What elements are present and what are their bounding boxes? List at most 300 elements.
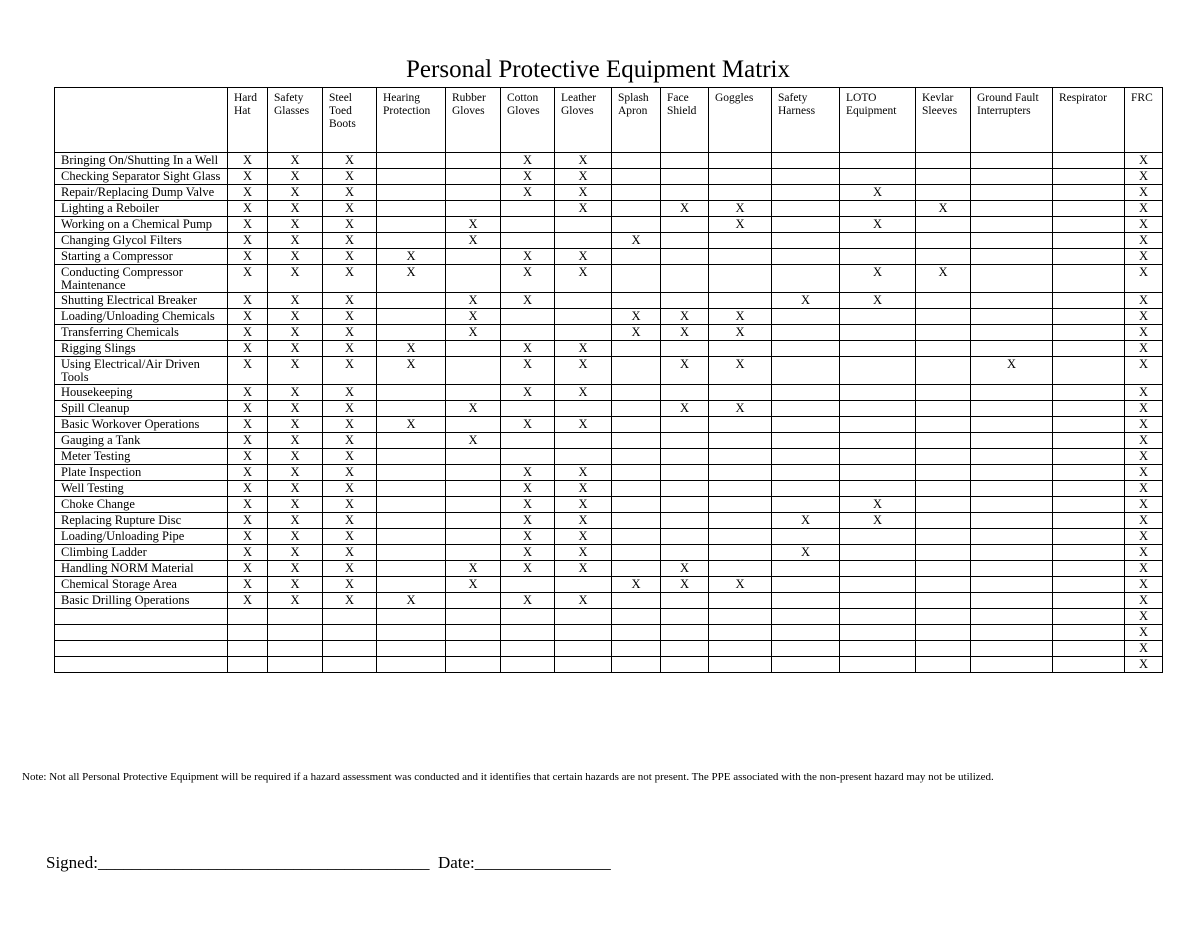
ppe-cell: X bbox=[268, 233, 323, 249]
ppe-cell bbox=[446, 341, 501, 357]
ppe-cell bbox=[661, 481, 709, 497]
ppe-cell bbox=[1053, 481, 1125, 497]
ppe-cell bbox=[377, 169, 446, 185]
ppe-cell: X bbox=[377, 357, 446, 385]
ppe-cell bbox=[840, 561, 916, 577]
ppe-cell: X bbox=[501, 153, 555, 169]
ppe-cell bbox=[446, 201, 501, 217]
ppe-cell bbox=[555, 577, 612, 593]
ppe-cell bbox=[916, 497, 971, 513]
ppe-cell bbox=[772, 577, 840, 593]
ppe-cell bbox=[377, 657, 446, 673]
ppe-cell: X bbox=[268, 497, 323, 513]
ppe-cell bbox=[772, 385, 840, 401]
ppe-cell: X bbox=[555, 497, 612, 513]
table-row bbox=[55, 577, 1163, 593]
ppe-cell: X bbox=[228, 529, 268, 545]
ppe-cell bbox=[612, 513, 661, 529]
table-row bbox=[55, 265, 1163, 293]
ppe-cell: X bbox=[323, 529, 377, 545]
ppe-cell bbox=[612, 625, 661, 641]
ppe-cell bbox=[971, 529, 1053, 545]
table-row bbox=[55, 201, 1163, 217]
ppe-cell bbox=[661, 449, 709, 465]
ppe-cell: X bbox=[1125, 233, 1163, 249]
ppe-cell bbox=[612, 385, 661, 401]
ppe-cell bbox=[612, 449, 661, 465]
task-cell: Lighting a Reboiler bbox=[55, 201, 228, 217]
ppe-cell: X bbox=[1125, 513, 1163, 529]
ppe-cell: X bbox=[1125, 185, 1163, 201]
ppe-cell bbox=[1053, 217, 1125, 233]
ppe-cell bbox=[772, 465, 840, 481]
ppe-cell bbox=[971, 577, 1053, 593]
ppe-cell bbox=[840, 233, 916, 249]
ppe-cell: X bbox=[709, 217, 772, 233]
ppe-cell bbox=[323, 625, 377, 641]
ppe-cell bbox=[971, 625, 1053, 641]
ppe-cell bbox=[772, 169, 840, 185]
ppe-cell: X bbox=[377, 417, 446, 433]
ppe-cell: X bbox=[840, 497, 916, 513]
ppe-cell bbox=[377, 641, 446, 657]
ppe-cell bbox=[916, 169, 971, 185]
task-cell: Housekeeping bbox=[55, 385, 228, 401]
table-row bbox=[55, 481, 1163, 497]
ppe-cell bbox=[971, 609, 1053, 625]
ppe-cell: X bbox=[268, 545, 323, 561]
ppe-cell: X bbox=[446, 577, 501, 593]
ppe-cell bbox=[1053, 153, 1125, 169]
ppe-cell: X bbox=[268, 293, 323, 309]
ppe-cell: X bbox=[772, 513, 840, 529]
table-row bbox=[55, 561, 1163, 577]
ppe-cell bbox=[772, 529, 840, 545]
ppe-cell: X bbox=[446, 233, 501, 249]
ppe-cell bbox=[772, 609, 840, 625]
ppe-cell bbox=[709, 169, 772, 185]
table-row bbox=[55, 169, 1163, 185]
ppe-cell bbox=[612, 201, 661, 217]
column-header: Safety Harness bbox=[772, 88, 840, 153]
ppe-cell bbox=[612, 481, 661, 497]
ppe-cell bbox=[971, 497, 1053, 513]
ppe-cell: X bbox=[323, 233, 377, 249]
table-row bbox=[55, 293, 1163, 309]
table-row bbox=[55, 153, 1163, 169]
ppe-cell bbox=[661, 545, 709, 561]
ppe-cell bbox=[772, 233, 840, 249]
ppe-cell: X bbox=[323, 465, 377, 481]
table-row bbox=[55, 417, 1163, 433]
ppe-cell: X bbox=[916, 201, 971, 217]
ppe-cell bbox=[709, 513, 772, 529]
ppe-cell: X bbox=[1125, 609, 1163, 625]
ppe-cell: X bbox=[228, 293, 268, 309]
task-cell: Gauging a Tank bbox=[55, 433, 228, 449]
ppe-cell bbox=[228, 625, 268, 641]
ppe-cell: X bbox=[501, 185, 555, 201]
ppe-cell bbox=[840, 401, 916, 417]
task-cell: Checking Separator Sight Glass bbox=[55, 169, 228, 185]
ppe-cell bbox=[971, 169, 1053, 185]
ppe-cell: X bbox=[555, 593, 612, 609]
ppe-cell bbox=[840, 325, 916, 341]
ppe-cell: X bbox=[228, 309, 268, 325]
ppe-cell bbox=[709, 657, 772, 673]
ppe-cell bbox=[661, 341, 709, 357]
ppe-cell: X bbox=[323, 341, 377, 357]
signed-label: Signed: bbox=[46, 853, 98, 872]
ppe-cell bbox=[916, 233, 971, 249]
ppe-cell bbox=[971, 561, 1053, 577]
ppe-cell: X bbox=[501, 169, 555, 185]
ppe-cell bbox=[916, 657, 971, 673]
ppe-cell bbox=[1053, 309, 1125, 325]
task-cell: Plate Inspection bbox=[55, 465, 228, 481]
ppe-cell bbox=[709, 545, 772, 561]
ppe-cell bbox=[661, 265, 709, 293]
ppe-cell: X bbox=[446, 293, 501, 309]
ppe-cell bbox=[1053, 265, 1125, 293]
ppe-cell bbox=[971, 325, 1053, 341]
ppe-cell: X bbox=[268, 325, 323, 341]
ppe-cell: X bbox=[377, 341, 446, 357]
ppe-cell: X bbox=[268, 341, 323, 357]
ppe-cell bbox=[1053, 609, 1125, 625]
ppe-cell: X bbox=[268, 249, 323, 265]
ppe-cell bbox=[709, 625, 772, 641]
ppe-cell bbox=[916, 433, 971, 449]
ppe-cell bbox=[1053, 357, 1125, 385]
ppe-cell bbox=[971, 657, 1053, 673]
ppe-cell: X bbox=[555, 385, 612, 401]
ppe-cell bbox=[916, 481, 971, 497]
ppe-matrix-table bbox=[54, 87, 1163, 673]
ppe-cell bbox=[612, 545, 661, 561]
ppe-cell: X bbox=[323, 497, 377, 513]
ppe-cell bbox=[971, 201, 1053, 217]
ppe-cell: X bbox=[228, 433, 268, 449]
ppe-cell: X bbox=[268, 417, 323, 433]
ppe-cell: X bbox=[612, 233, 661, 249]
ppe-cell bbox=[377, 513, 446, 529]
ppe-cell bbox=[916, 401, 971, 417]
ppe-cell: X bbox=[661, 201, 709, 217]
ppe-cell bbox=[1053, 385, 1125, 401]
ppe-cell bbox=[446, 385, 501, 401]
ppe-cell bbox=[268, 657, 323, 673]
ppe-cell bbox=[772, 433, 840, 449]
ppe-cell: X bbox=[268, 217, 323, 233]
ppe-cell: X bbox=[323, 561, 377, 577]
ppe-cell: X bbox=[501, 341, 555, 357]
ppe-cell bbox=[446, 449, 501, 465]
ppe-cell bbox=[1053, 593, 1125, 609]
ppe-cell: X bbox=[228, 325, 268, 341]
ppe-cell bbox=[772, 641, 840, 657]
ppe-cell bbox=[268, 609, 323, 625]
ppe-cell bbox=[971, 481, 1053, 497]
ppe-cell bbox=[916, 357, 971, 385]
table-row bbox=[55, 325, 1163, 341]
ppe-cell bbox=[501, 309, 555, 325]
ppe-cell: X bbox=[228, 449, 268, 465]
task-cell: Chemical Storage Area bbox=[55, 577, 228, 593]
ppe-cell: X bbox=[661, 401, 709, 417]
ppe-cell bbox=[661, 593, 709, 609]
ppe-cell: X bbox=[446, 561, 501, 577]
ppe-cell bbox=[709, 609, 772, 625]
ppe-cell bbox=[661, 657, 709, 673]
ppe-cell bbox=[1053, 513, 1125, 529]
ppe-cell: X bbox=[323, 201, 377, 217]
ppe-cell: X bbox=[323, 185, 377, 201]
task-cell bbox=[55, 657, 228, 673]
ppe-cell bbox=[446, 609, 501, 625]
ppe-cell bbox=[709, 465, 772, 481]
ppe-cell bbox=[916, 293, 971, 309]
ppe-cell bbox=[501, 433, 555, 449]
ppe-cell: X bbox=[228, 593, 268, 609]
ppe-cell: X bbox=[228, 217, 268, 233]
ppe-cell: X bbox=[840, 293, 916, 309]
ppe-cell bbox=[971, 309, 1053, 325]
ppe-cell: X bbox=[501, 529, 555, 545]
ppe-cell: X bbox=[555, 417, 612, 433]
ppe-cell: X bbox=[501, 497, 555, 513]
table-row bbox=[55, 609, 1163, 625]
ppe-cell bbox=[661, 385, 709, 401]
ppe-cell bbox=[971, 233, 1053, 249]
ppe-cell bbox=[916, 385, 971, 401]
ppe-cell bbox=[709, 433, 772, 449]
ppe-cell: X bbox=[1125, 657, 1163, 673]
ppe-cell: X bbox=[1125, 201, 1163, 217]
ppe-cell bbox=[916, 217, 971, 233]
column-header: FRC bbox=[1125, 88, 1163, 153]
ppe-cell: X bbox=[1125, 481, 1163, 497]
ppe-cell: X bbox=[323, 401, 377, 417]
table-row bbox=[55, 497, 1163, 513]
ppe-cell bbox=[772, 153, 840, 169]
ppe-cell bbox=[446, 625, 501, 641]
ppe-cell bbox=[971, 341, 1053, 357]
ppe-cell bbox=[772, 561, 840, 577]
ppe-cell: X bbox=[1125, 593, 1163, 609]
ppe-cell: X bbox=[501, 465, 555, 481]
ppe-cell bbox=[916, 641, 971, 657]
ppe-cell bbox=[1053, 325, 1125, 341]
ppe-cell bbox=[772, 481, 840, 497]
ppe-cell: X bbox=[840, 513, 916, 529]
ppe-cell: X bbox=[268, 169, 323, 185]
ppe-cell: X bbox=[228, 233, 268, 249]
ppe-cell: X bbox=[446, 217, 501, 233]
ppe-cell: X bbox=[1125, 561, 1163, 577]
ppe-cell: X bbox=[377, 249, 446, 265]
column-header: Respirator bbox=[1053, 88, 1125, 153]
ppe-cell bbox=[501, 641, 555, 657]
matrix-body bbox=[55, 153, 1163, 673]
ppe-cell bbox=[446, 417, 501, 433]
ppe-cell bbox=[501, 577, 555, 593]
ppe-cell: X bbox=[661, 325, 709, 341]
task-cell: Well Testing bbox=[55, 481, 228, 497]
ppe-cell bbox=[971, 433, 1053, 449]
ppe-cell bbox=[709, 561, 772, 577]
ppe-cell bbox=[377, 309, 446, 325]
ppe-cell: X bbox=[446, 325, 501, 341]
ppe-cell: X bbox=[916, 265, 971, 293]
table-row bbox=[55, 357, 1163, 385]
ppe-cell: X bbox=[772, 545, 840, 561]
task-cell: Loading/Unloading Chemicals bbox=[55, 309, 228, 325]
ppe-cell: X bbox=[323, 593, 377, 609]
ppe-cell: X bbox=[555, 561, 612, 577]
ppe-cell: X bbox=[555, 529, 612, 545]
ppe-cell: X bbox=[228, 577, 268, 593]
ppe-cell bbox=[709, 449, 772, 465]
ppe-cell bbox=[612, 401, 661, 417]
ppe-cell: X bbox=[501, 593, 555, 609]
ppe-cell: X bbox=[228, 201, 268, 217]
ppe-cell bbox=[772, 325, 840, 341]
ppe-cell bbox=[555, 233, 612, 249]
ppe-cell bbox=[661, 169, 709, 185]
table-row bbox=[55, 513, 1163, 529]
ppe-cell bbox=[971, 641, 1053, 657]
ppe-cell bbox=[501, 201, 555, 217]
ppe-cell: X bbox=[1125, 309, 1163, 325]
ppe-cell: X bbox=[612, 577, 661, 593]
ppe-cell bbox=[377, 185, 446, 201]
ppe-cell bbox=[840, 385, 916, 401]
ppe-cell bbox=[1053, 625, 1125, 641]
ppe-cell: X bbox=[323, 169, 377, 185]
ppe-cell: X bbox=[501, 417, 555, 433]
ppe-cell bbox=[971, 465, 1053, 481]
ppe-cell: X bbox=[1125, 217, 1163, 233]
ppe-cell bbox=[840, 417, 916, 433]
ppe-cell: X bbox=[268, 201, 323, 217]
ppe-cell: X bbox=[501, 265, 555, 293]
ppe-cell bbox=[840, 201, 916, 217]
ppe-cell: X bbox=[1125, 357, 1163, 385]
ppe-cell bbox=[1053, 433, 1125, 449]
ppe-cell bbox=[971, 265, 1053, 293]
ppe-cell bbox=[840, 577, 916, 593]
ppe-cell: X bbox=[612, 325, 661, 341]
ppe-cell: X bbox=[1125, 545, 1163, 561]
task-cell: Repair/Replacing Dump Valve bbox=[55, 185, 228, 201]
ppe-cell bbox=[377, 577, 446, 593]
ppe-cell: X bbox=[228, 561, 268, 577]
ppe-cell bbox=[661, 217, 709, 233]
column-header: Ground Fault Interrupters bbox=[971, 88, 1053, 153]
footnote: Note: Not all Personal Protective Equipment will be required if a hazard assessment was conducted and it identifies that certain hazards are not present. The PPE associated with the non-present hazard may not be utilized. bbox=[22, 771, 994, 783]
ppe-cell bbox=[501, 217, 555, 233]
ppe-cell bbox=[840, 357, 916, 385]
ppe-cell: X bbox=[1125, 625, 1163, 641]
ppe-cell bbox=[446, 657, 501, 673]
ppe-cell: X bbox=[228, 545, 268, 561]
ppe-cell: X bbox=[323, 417, 377, 433]
column-header: Steel Toed Boots bbox=[323, 88, 377, 153]
table-row bbox=[55, 641, 1163, 657]
ppe-cell bbox=[501, 657, 555, 673]
ppe-cell: X bbox=[1125, 641, 1163, 657]
ppe-cell bbox=[612, 593, 661, 609]
ppe-cell bbox=[971, 545, 1053, 561]
ppe-cell: X bbox=[971, 357, 1053, 385]
ppe-cell bbox=[446, 481, 501, 497]
ppe-cell bbox=[612, 249, 661, 265]
ppe-cell bbox=[661, 249, 709, 265]
ppe-cell: X bbox=[228, 169, 268, 185]
table-row bbox=[55, 625, 1163, 641]
ppe-cell bbox=[772, 593, 840, 609]
ppe-cell bbox=[555, 325, 612, 341]
ppe-cell bbox=[709, 385, 772, 401]
ppe-cell: X bbox=[268, 185, 323, 201]
ppe-cell bbox=[916, 465, 971, 481]
ppe-cell: X bbox=[501, 481, 555, 497]
ppe-cell: X bbox=[228, 481, 268, 497]
ppe-cell: X bbox=[228, 385, 268, 401]
ppe-cell: X bbox=[501, 545, 555, 561]
table-row bbox=[55, 185, 1163, 201]
task-cell: Rigging Slings bbox=[55, 341, 228, 357]
ppe-cell: X bbox=[1125, 577, 1163, 593]
ppe-cell bbox=[446, 513, 501, 529]
column-header: Splash Apron bbox=[612, 88, 661, 153]
ppe-cell bbox=[772, 249, 840, 265]
ppe-cell: X bbox=[555, 545, 612, 561]
ppe-cell: X bbox=[501, 249, 555, 265]
ppe-cell bbox=[377, 433, 446, 449]
ppe-cell bbox=[661, 625, 709, 641]
ppe-cell: X bbox=[323, 449, 377, 465]
table-row bbox=[55, 341, 1163, 357]
ppe-cell: X bbox=[228, 401, 268, 417]
ppe-cell: X bbox=[612, 309, 661, 325]
column-header: LOTO Equipment bbox=[840, 88, 916, 153]
ppe-cell bbox=[377, 325, 446, 341]
ppe-cell: X bbox=[268, 153, 323, 169]
ppe-cell bbox=[1053, 577, 1125, 593]
table-row bbox=[55, 433, 1163, 449]
column-header: Hearing Protection bbox=[377, 88, 446, 153]
ppe-cell: X bbox=[555, 481, 612, 497]
ppe-cell bbox=[971, 293, 1053, 309]
ppe-cell bbox=[612, 657, 661, 673]
ppe-cell: X bbox=[377, 265, 446, 293]
column-header: Face Shield bbox=[661, 88, 709, 153]
ppe-cell bbox=[1053, 449, 1125, 465]
ppe-cell bbox=[501, 625, 555, 641]
ppe-cell bbox=[916, 561, 971, 577]
signed-blank: _______________________________________ bbox=[97, 853, 430, 872]
ppe-cell bbox=[555, 657, 612, 673]
ppe-cell bbox=[501, 609, 555, 625]
ppe-cell: X bbox=[268, 385, 323, 401]
ppe-cell: X bbox=[268, 401, 323, 417]
ppe-cell bbox=[661, 465, 709, 481]
ppe-cell bbox=[377, 529, 446, 545]
ppe-cell: X bbox=[555, 169, 612, 185]
ppe-cell: X bbox=[501, 385, 555, 401]
